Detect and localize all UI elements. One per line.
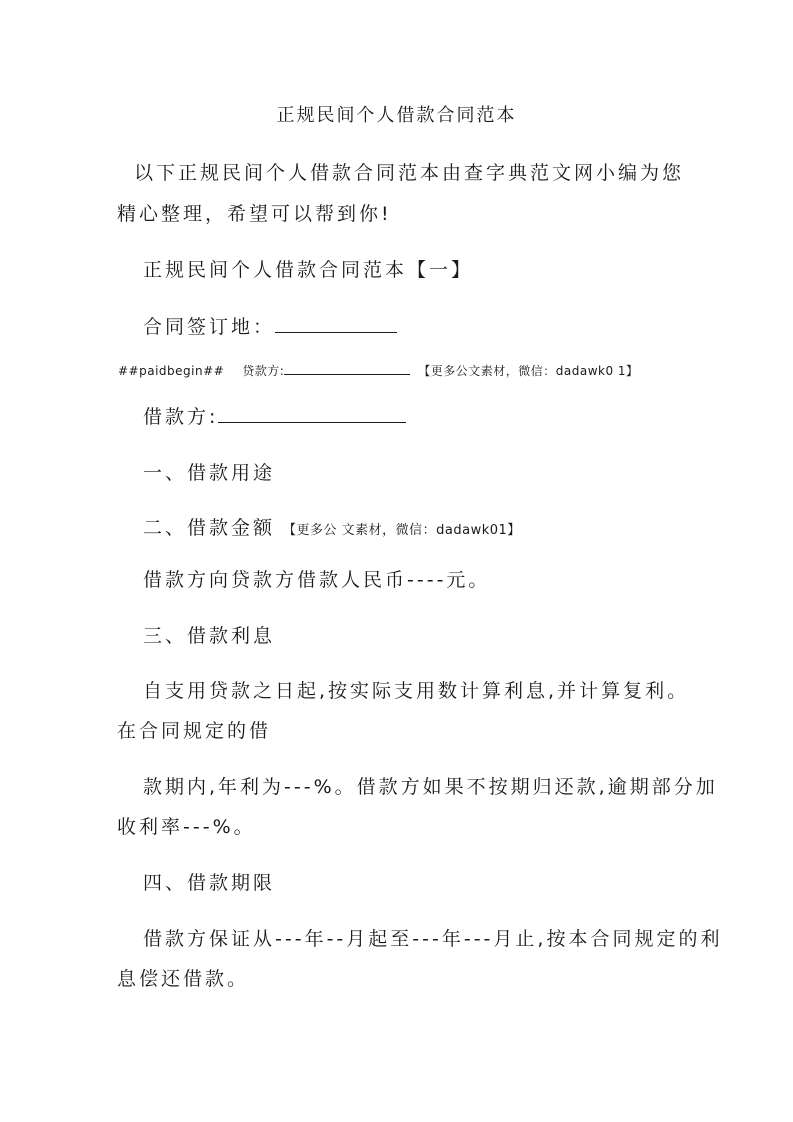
lender-blank: [284, 362, 410, 375]
item-2-row: [143, 516, 521, 543]
section-heading: 正规民间个人借款合同范本【一】: [143, 259, 474, 281]
interest-line-1: 自支用贷款之日起,按实际支用数计算利息,并计算复利。: [143, 680, 690, 702]
borrower-row: [143, 404, 406, 429]
amount-text: 借款方向贷款方借款人民币----元。: [143, 569, 491, 591]
period-line-2: 收利率---%。: [117, 816, 256, 838]
term-line-2: 息偿还借款。: [117, 968, 250, 990]
sign-place-blank: [275, 314, 397, 333]
interest-line-2: 在合同规定的借: [117, 720, 272, 742]
item-4-term: 四、借款期限: [143, 872, 276, 894]
paid-marker: ##paidbegin##: [118, 364, 225, 378]
period-line-1: 款期内,年利为---%。借款方如果不按期归还款,逾期部分加: [143, 776, 718, 798]
lender-row: [118, 362, 639, 379]
borrower-blank: [218, 404, 406, 423]
promo-note-1: 【更多公文素材，微信：dadawk0 1】: [418, 364, 639, 378]
intro-line-2: 精心整理，希望可以帮到你!: [117, 203, 392, 225]
borrower-label: 借款方:: [143, 406, 219, 428]
item-1-purpose: 一、借款用途: [143, 462, 276, 484]
item-2-amount: 二、借款金额: [143, 517, 276, 539]
document-title: 正规民间个人借款合同范本: [276, 105, 517, 126]
sign-place-row: [143, 314, 397, 339]
item-3-interest: 三、借款利息: [143, 625, 276, 647]
sign-place-label: 合同签订地：: [143, 316, 276, 338]
lender-label: 贷款方:: [242, 364, 285, 378]
intro-line-1: 以下正规民间个人借款合同范本由查字典范文网小编为您: [134, 162, 685, 184]
term-line-1: 借款方保证从---年--月起至---年---月止,按本合同规定的利: [143, 928, 723, 950]
promo-note-2: 【更多公 文素材，微信：dadawk01】: [283, 523, 521, 538]
